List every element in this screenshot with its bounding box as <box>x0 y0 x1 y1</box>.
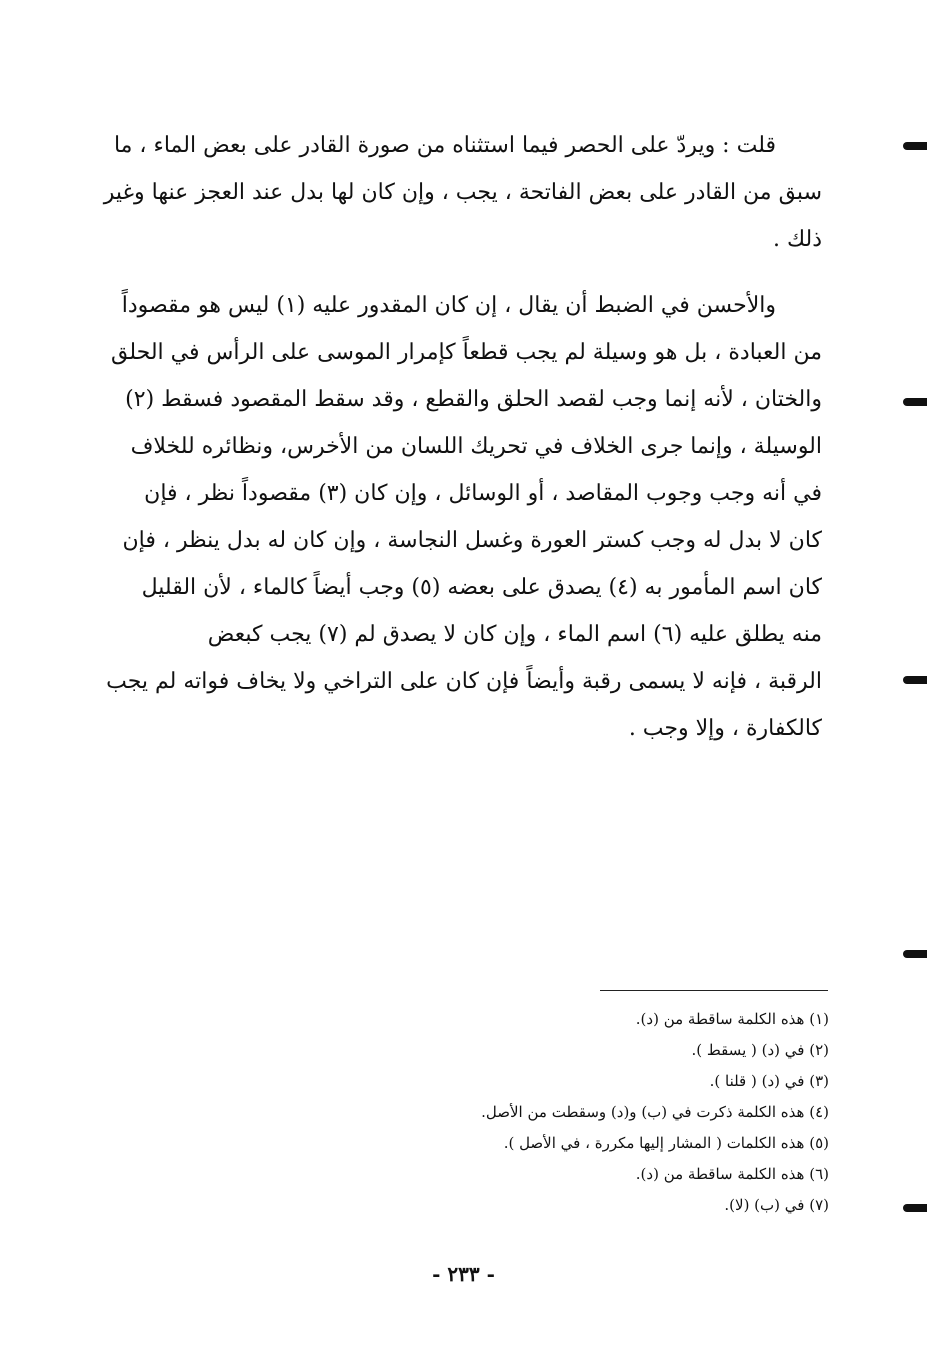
text-line: كان لا بدل له وجب كستر العورة وغسل النجاسة ، وإن كان له بدل ينظر ، فإن <box>122 528 822 553</box>
footnote-item: (٢) في (د) ( يسقط ). <box>691 1041 829 1059</box>
footnote-item: (٦) هذه الكلمة ساقطة من (د). <box>635 1165 829 1183</box>
footnote-item: (٣) في (د) ( قلنا ). <box>709 1072 829 1090</box>
text-line: منه يطلق عليه (٦) اسم الماء ، وإن كان لا يصدق لم (٧) يجب كبعض <box>207 622 822 647</box>
text-line: قلت : ويردّ على الحصر فيما استثناه من صورة القادر على بعض الماء ، ما <box>113 133 776 158</box>
text-line: في أنه وجب وجوب المقاصد ، أو الوسائل ، وإن كان (٣) مقصوداً نظر ، فإن <box>144 481 822 506</box>
page-edge-mark <box>903 676 927 684</box>
page-edge-mark <box>903 142 927 150</box>
text-line: ذلك . <box>772 227 822 252</box>
paragraph-1 <box>103 122 822 263</box>
page-edge-mark <box>903 1204 927 1212</box>
footnote-divider <box>600 990 828 991</box>
text-line: الوسيلة ، وإنما جرى الخلاف في تحريك اللسان من الأخرس، ونظائره للخلاف <box>130 434 822 459</box>
footnote-item: (٤) هذه الكلمة ذكرت في (ب) و(د) وسقطت من الأصل. <box>481 1103 829 1121</box>
text-line: والأحسن في الضبط أن يقال ، إن كان المقدور عليه (١) ليس هو مقصوداً <box>121 293 776 318</box>
footnote-item: (٥) هذه الكلمات ( المشار إليها مكررة ، في الأصل ). <box>503 1134 829 1152</box>
footnotes <box>329 1004 829 1221</box>
text-line: سبق من القادر على بعض الفاتحة ، يجب ، وإن كان لها بدل عند العجز عنها وغير <box>103 180 822 205</box>
footnote-item: (١) هذه الكلمة ساقطة من (د). <box>635 1010 829 1028</box>
text-line: من العبادة ، بل هو وسيلة لم يجب قطعاً كإمرار الموسى على الرأس في الحلق <box>111 340 822 365</box>
text-line: كالكفارة ، وإلا وجب . <box>628 716 822 741</box>
footnote-item: (٧) في (ب) (لا). <box>724 1196 829 1214</box>
text-line: الرقبة ، فإنه لا يسمى رقبة وأيضاً فإن كان على التراخي ولا يخاف فواته لم يجب <box>106 669 822 694</box>
page-edge-mark <box>903 950 927 958</box>
text-line: كان اسم المأمور به (٤) يصدق على بعضه (٥) وجب أيضاً كالماء ، لأن القليل <box>141 575 822 600</box>
paragraph-2 <box>106 282 822 752</box>
page-number: - ٢٣٣ - <box>432 1262 495 1286</box>
page-edge-mark <box>903 398 927 406</box>
text-line: والختان ، لأنه إنما وجب لقصد الحلق والقطع ، وقد سقط المقصود فسقط (٢) <box>125 387 822 412</box>
